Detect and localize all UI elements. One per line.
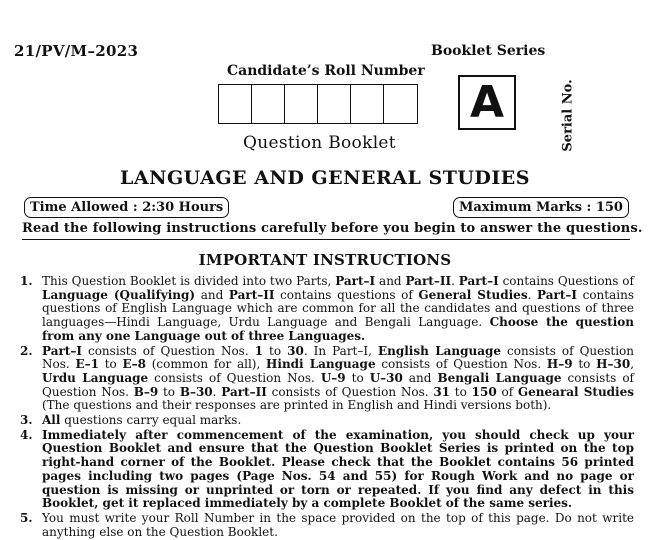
instruction-text: Part–I consists of Question Nos. 1 to 30. In Part–I, English Language consists of Question Nos. E–1 to E–8 (common for all), Hindi Language consists of Question Nos. H–9 to H–30, Urdu Language consists of Question Nos. U–9 to U–30 and Bengali Language consists of Question Nos. B–9 to B–30. Part–II consists of Question Nos. 31 to 150 of Genearal Studies (The questions and their responses are printed in English and Hindi versions both). [42,343,635,413]
roll-digit-box[interactable] [285,85,318,123]
roll-number-boxes [218,84,418,124]
roll-digit-box[interactable] [384,85,417,123]
exam-title: LANGUAGE AND GENERAL STUDIES [119,167,530,189]
time-allowed-badge: Time Allowed : 2:30 Hours [24,197,229,218]
instruction-number: 3. [20,413,33,428]
instruction-number: 2. [20,343,33,358]
paper-code: 21/PV/M–2023 [14,42,139,60]
instruction-text: All questions carry equal marks. [42,413,242,428]
series-letter-box: A [458,75,516,130]
instruction-item [20,414,634,428]
instruction-item [20,512,634,539]
booklet-name: Question Booklet [243,133,396,153]
instruction-text: Immediately after commencement of the examination, you should check up your Question Booklet and ensure that the Question Booklet Series is printed on the top right-hand corner of the Booklet. Please check that the Booklet contains 56 printed pages including two pages (Page Nos. 54 and 55) for Rough Work and no page or question is missing or unprinted or torn or repeated. If you find any defect in this Booklet, get it replaced immediately by a complete Booklet of the same series. [42,427,634,511]
divider [22,239,630,240]
instruction-text: This Question Booklet is divided into two Parts, Part–I and Part–II. Part–I contains Questions of Language (Qualifying) and Part–II contains questions of General Studies. Part–I contains questions of English Language which are common for all the candidates and questions of three languages—Hindi Language, Urdu Language and Bengali Language. Choose the question from any one Language out of three Languages. [42,274,634,343]
instruction-text: You must write your Roll Number in the space provided on the top of this page. Do not write anything else on the Question Booklet. [42,510,634,539]
instruction-number: 5. [20,510,33,525]
serial-number-label [561,75,575,155]
instruction-item [20,345,634,414]
instruction-number: 4. [20,427,33,442]
roll-digit-box[interactable] [252,85,285,123]
instructions-heading: IMPORTANT INSTRUCTIONS [198,251,452,269]
maximum-marks-badge: Maximum Marks : 150 [453,197,629,218]
instruction-item [20,275,634,344]
serial-label-text: Serial No. [560,78,576,152]
roll-digit-box[interactable] [351,85,384,123]
roll-digit-box[interactable] [318,85,351,123]
roll-number-label: Candidate’s Roll Number [227,63,425,79]
booklet-series-label: Booklet Series [431,43,546,59]
instructions-list [20,275,634,540]
instruction-number: 1. [20,274,33,288]
roll-digit-box[interactable] [219,85,252,123]
instruction-item [20,429,634,511]
read-instructions-line: Read the following instructions carefully before you begin to answer the questions. [22,221,643,236]
